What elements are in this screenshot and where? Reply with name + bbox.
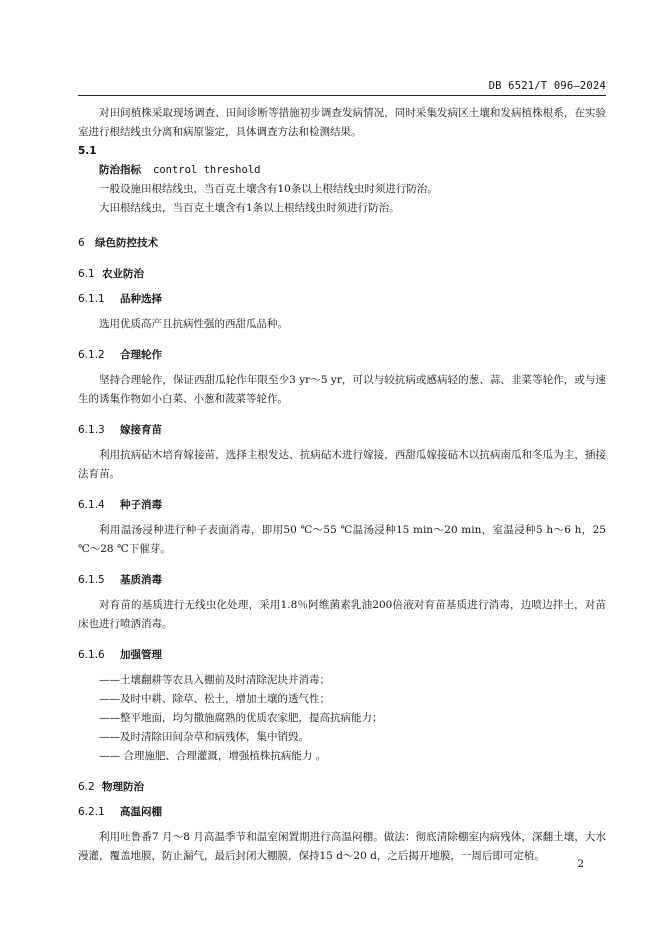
section-6-1-2-para: 坚持合理轮作，保证西甜瓜轮作年限至少3 yr～5 yr，可以与较抗病或感病轻的葱、蒜、韭菜等轮作，或与速生的诱集作物如小白菜、小葱和菠菜等轮作。 (78, 374, 606, 405)
section-title: 物理防治 (102, 781, 144, 793)
section-title: 绿色防控技术 (95, 237, 158, 249)
section-title: 农业防治 (102, 268, 144, 280)
intro-paragraph: 对田间植株采取现场调查、田间诊断等措施初步调查发病情况，同时采集发病区土壤和发病植株根系，在实验室进行根结线虫分离和病原鉴定，具体调查方法和检测结果。 (78, 107, 606, 138)
section-5-1-number (78, 142, 606, 161)
term-english: control threshold (153, 164, 261, 176)
section-number: 6.1.3 (78, 424, 105, 436)
section-6-2-1-para: 利用吐鲁番7 月～8 月高温季节和温室闲置期进行高温闷棚。做法：彻底清除棚室内病残体，深翻土壤，大水漫灌，覆盖地膜，防止漏气，最后封闭大棚膜，保持15 d～20 d，之后揭开地膜，一周后即可定植。 (78, 831, 606, 862)
section-title: 加强管理 (120, 649, 162, 661)
section-6-1-5-para: 对育苗的基质进行无线虫化处理，采用1.8％阿维菌素乳油200倍液对育苗基质进行消毒，边喷边拌土，对苗床也进行喷洒消毒。 (78, 599, 606, 630)
section-number: 6.2.1 (78, 806, 105, 818)
section-number: 6.1 (78, 268, 95, 280)
header-divider (78, 95, 606, 96)
section-6-1-heading (78, 265, 606, 284)
section-5-1-term (78, 161, 606, 180)
section-number: 6 (78, 237, 85, 249)
section-6-1-1-para: 选用优质高产且抗病性强的西甜瓜品种。 (99, 318, 288, 330)
section-number: 5.1 (78, 145, 97, 157)
term-chinese: 防治指标 (99, 164, 141, 176)
section-6-1-4-para: 利用温汤浸种进行种子表面消毒，即用50 ℃～55 ℃温汤浸种15 min～20 min，室温浸种5 h～6 h，25 ℃～28 ℃下催芽。 (78, 524, 606, 555)
document-code: DB 6521/T 096—2024 (488, 80, 606, 92)
section-6-1-3-para: 利用抗病砧木培育嫁接苗，选择主根发达、抗病砧木进行嫁接，西甜瓜嫁接砧木以抗病南瓜和冬瓜为主，插接法育苗。 (78, 449, 606, 480)
section-6-1-2-heading (78, 346, 606, 365)
section-title: 品种选择 (120, 293, 162, 305)
section-title: 高温闷棚 (120, 806, 162, 818)
section-6-1-3-heading (78, 421, 606, 440)
page-number: 2 (577, 858, 584, 870)
section-6-1-6-heading (78, 646, 606, 665)
section-5-1-para-1: 一般设施田根结线虫，当百克土壤含有10条以上根结线虫时须进行防治。 (99, 183, 438, 195)
section-title: 合理轮作 (120, 349, 162, 361)
section-6-2-heading (78, 778, 606, 797)
list-item: ——土壤翻耕等农具入棚前及时清除泥块并消毒； (99, 674, 330, 686)
section-6-1-4-heading (78, 496, 606, 515)
list-item: ——及时清除田间杂草和病残体，集中销毁。 (99, 731, 309, 743)
section-title: 种子消毒 (120, 499, 162, 511)
section-number: 6.1.6 (78, 649, 105, 661)
section-6-2-1-heading (78, 803, 606, 822)
section-number: 6.1.5 (78, 574, 105, 586)
section-5-1-para-2: 大田根结线虫，当百克土壤含有1条以上根结线虫时须进行防治。 (99, 202, 400, 214)
section-6-1-1-heading (78, 290, 606, 309)
section-number: 6.1.1 (78, 293, 105, 305)
section-number: 6.2 (78, 781, 95, 793)
list-item: ——整平地面，均匀撒施腐熟的优质农家肥，提高抗病能力； (99, 712, 383, 724)
section-title: 基质消毒 (120, 574, 162, 586)
document-body (78, 104, 606, 866)
section-6-heading (78, 234, 606, 253)
section-number: 6.1.4 (78, 499, 105, 511)
section-number: 6.1.2 (78, 349, 105, 361)
section-6-1-5-heading (78, 571, 606, 590)
list-item: ——及时中耕、除草、松土，增加土壤的透气性； (99, 693, 330, 705)
section-title: 嫁接育苗 (120, 424, 162, 436)
list-item: —— 合理施肥、合理灌溉，增强植株抗病能力 。 (99, 750, 327, 762)
